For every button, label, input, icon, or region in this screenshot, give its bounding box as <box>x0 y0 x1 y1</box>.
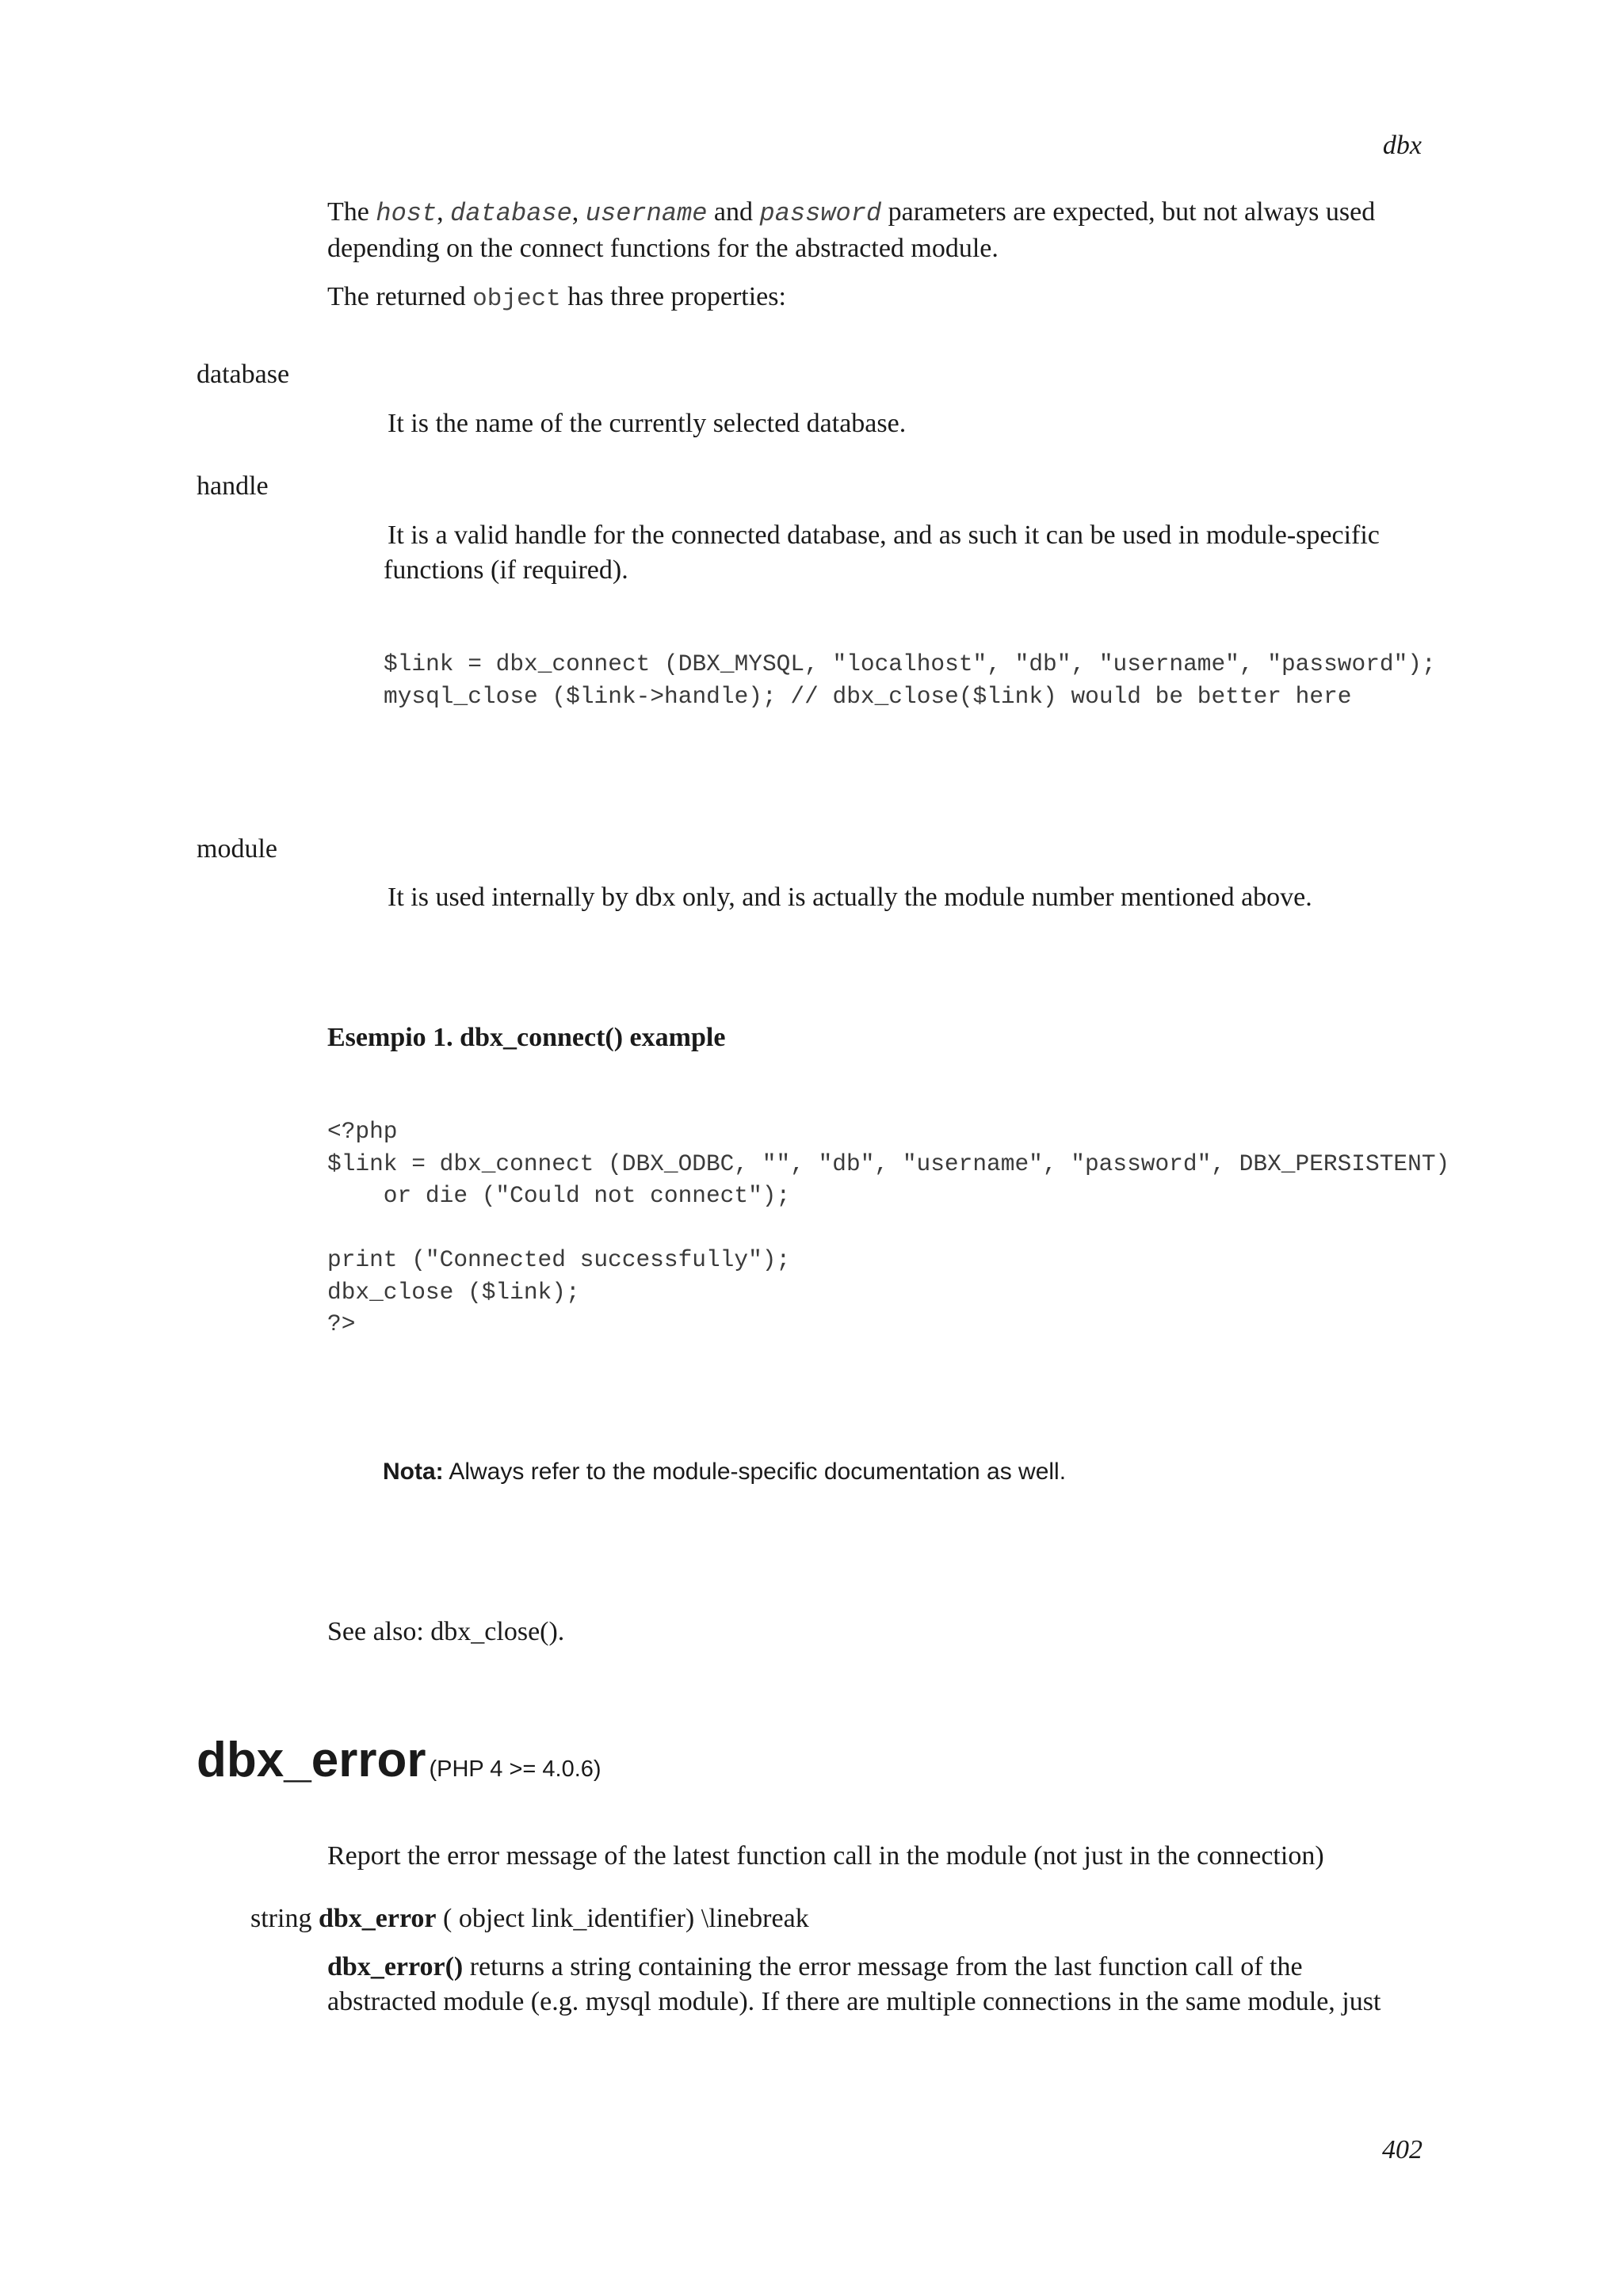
desc-line: functions (if required). <box>384 555 628 585</box>
property-desc-module: It is used internally by dbx only, and is actually the module number mentioned above. <box>388 883 1312 912</box>
separator: , <box>437 197 444 227</box>
signature-name: dbx_error <box>318 1904 437 1933</box>
page-number: 402 <box>1382 2135 1423 2164</box>
function-title: dbx_error <box>197 1733 426 1787</box>
desc-text: returns a string containing the error message from the last function call of the <box>469 1952 1303 1981</box>
function-signature <box>250 1901 809 1936</box>
desc-line <box>327 1950 1468 1985</box>
return-type: string <box>250 1904 312 1933</box>
example-title: Esempio 1. dbx_connect() example <box>327 1023 726 1052</box>
param-host: host <box>376 199 437 228</box>
intro-text: has three properties: <box>567 282 786 311</box>
handle-code-block: $link = dbx_connect (DBX_MYSQL, "localhost", "db", "username", "password"); mysql_close ($link->handle); // dbx_close($link) would be better here <box>384 650 1436 710</box>
php-version: (PHP 4 >= 4.0.6) <box>429 1756 601 1782</box>
param-password: password <box>759 199 882 228</box>
intro-line-1 <box>327 195 1453 231</box>
param-username: username <box>585 199 708 228</box>
separator: , <box>571 197 579 227</box>
section-heading <box>197 1732 601 1789</box>
property-desc-database: It is the name of the currently selected database. <box>388 409 907 438</box>
function-description <box>327 1950 1468 2019</box>
property-term-database: database <box>197 360 290 389</box>
intro-paragraph <box>327 195 1453 266</box>
property-term-handle: handle <box>197 471 269 501</box>
intro-text: parameters are expected, but not always used <box>888 197 1376 227</box>
intro-line-2: depending on the connect functions for the abstracted module. <box>327 234 999 263</box>
signature-args: ( object link_identifier) \linebreak <box>443 1904 809 1933</box>
function-ref: dbx_error() <box>327 1952 464 1981</box>
returned-object-paragraph <box>327 280 786 317</box>
see-also: See also: dbx_close(). <box>327 1617 565 1646</box>
intro-text: and <box>713 197 754 227</box>
note <box>383 1456 1066 1488</box>
note-label: Nota: <box>383 1459 444 1485</box>
intro-text: The returned <box>327 282 466 311</box>
desc-line: It is a valid handle for the connected database, and as such it can be used in module-specific <box>388 521 1380 550</box>
param-database: database <box>450 199 572 228</box>
example-code-block: <?php $link = dbx_connect (DBX_ODBC, "", "db", "username", "password", DBX_PERSISTENT) or die ("Could not connect"); print ("Connected successfully"); dbx_close ($link); ?> <box>327 1118 1450 1337</box>
property-term-module: module <box>197 834 277 864</box>
note-text: Always refer to the module-specific documentation as well. <box>449 1459 1067 1485</box>
function-purpose: Report the error message of the latest function call in the module (not just in the connection) <box>327 1841 1324 1871</box>
property-desc-handle <box>384 518 1493 588</box>
desc-line: abstracted module (e.g. mysql module). If there are multiple connections in the same module, just <box>327 1987 1381 2016</box>
object-code: object <box>472 285 561 313</box>
running-header: dbx <box>1382 131 1422 160</box>
intro-text: The <box>327 197 369 227</box>
